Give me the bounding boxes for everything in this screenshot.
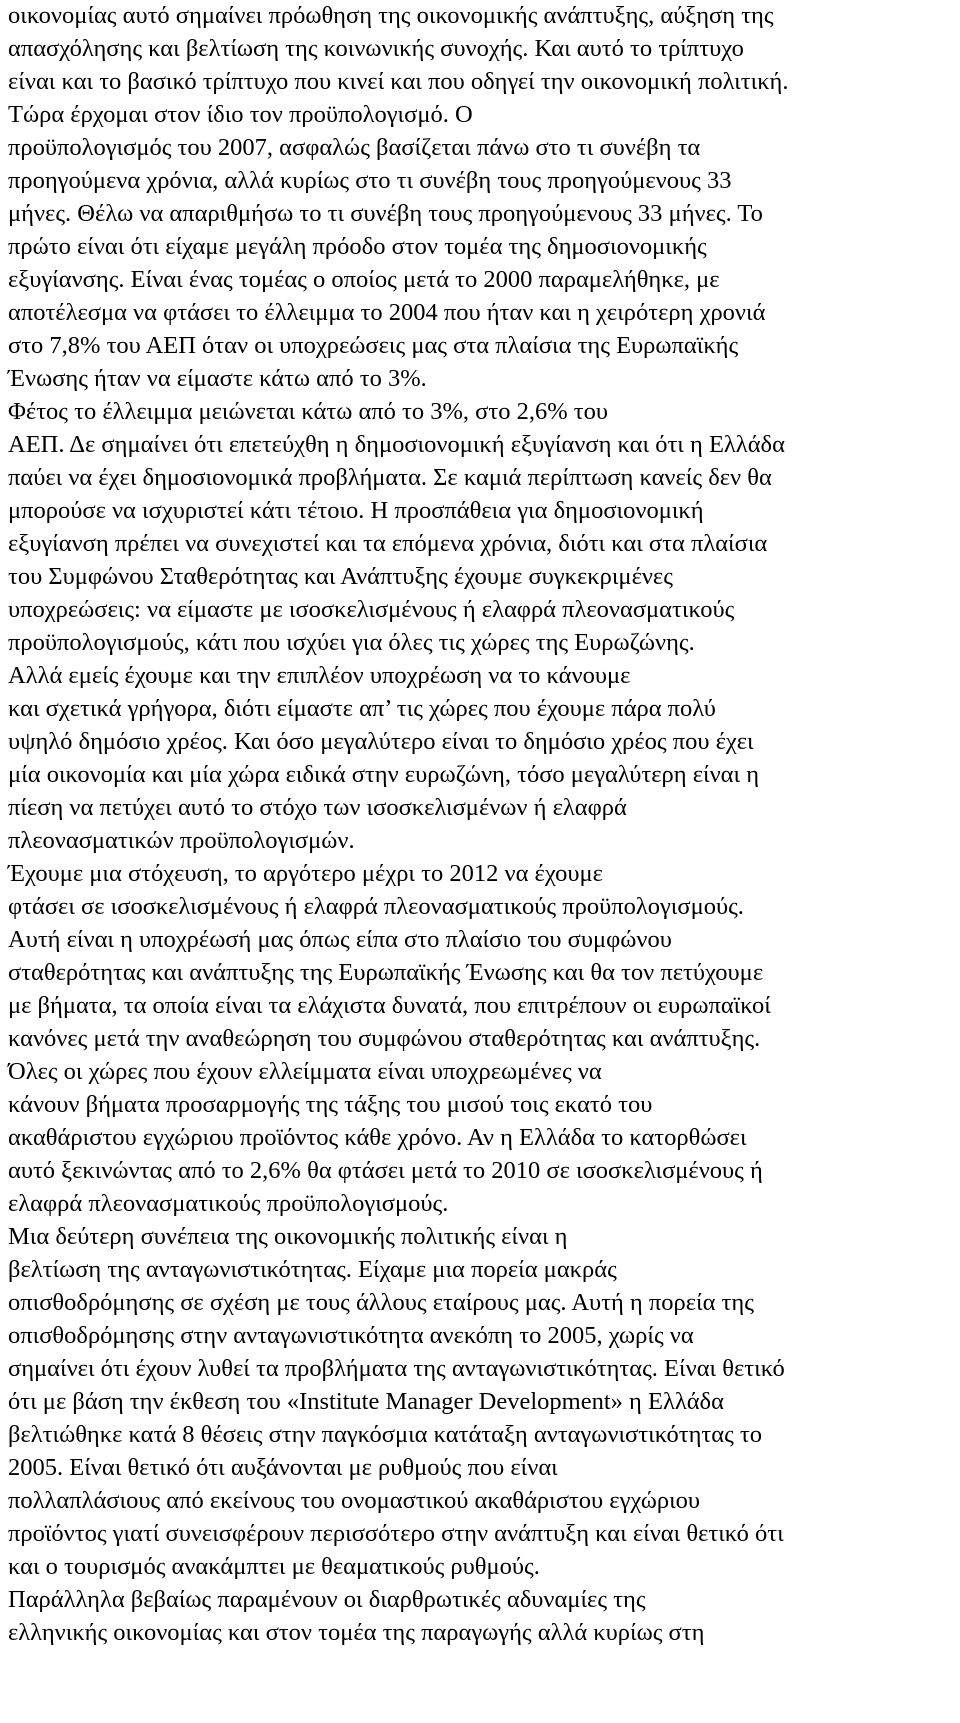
text-line-22: και σχετικά γρήγορα, διότι είμαστε απ’ τις χώρες που έχουμε πάρα πολύ (8, 695, 716, 722)
text-line-28: φτάσει σε ισοσκελισμένους ή ελαφρά πλεονασματικούς προϋπολογισμούς. (8, 893, 744, 920)
text-line-42: σημαίνει ότι έχουν λυθεί τα προβλήματα της ανταγωνιστικότητας. Είναι θετικό (8, 1355, 785, 1382)
text-line-47: προϊόντος γιατί συνεισφέρουν περισσότερο στην ανάπτυξη και είναι θετικό ότι (8, 1520, 784, 1547)
text-line-2: απασχόλησης και βελτίωση της κοινωνικής συνοχής. Και αυτό το τρίπτυχο (8, 35, 744, 62)
text-line-17: εξυγίανση πρέπει να συνεχιστεί και τα επόμενα χρόνια, διότι και στα πλαίσια (8, 530, 768, 557)
text-line-13: Φέτος το έλλειμμα μειώνεται κάτω από το 3%, στο 2,6% του (8, 398, 608, 425)
text-line-44: βελτιώθηκε κατά 8 θέσεις στην παγκόσμια κατάταξη ανταγωνιστικότητας το (8, 1421, 763, 1448)
text-line-25: πίεση να πετύχει αυτό το στόχο των ισοσκελισμένων ή ελαφρά (8, 794, 627, 821)
text-line-21: Αλλά εμείς έχουμε και την επιπλέον υποχρέωση να το κάνουμε (8, 662, 631, 689)
text-line-7: μήνες. Θέλω να απαριθμήσω το τι συνέβη τους προηγούμενους 33 μήνες. Το (8, 200, 763, 227)
text-line-11: στο 7,8% του ΑΕΠ όταν οι υποχρεώσεις μας στα πλαίσια της Ευρωπαϊκής (8, 332, 739, 359)
text-line-40: οπισθοδρόμησης σε σχέση με τους άλλους εταίρους μας. Αυτή η πορεία της (8, 1289, 754, 1316)
text-line-23: υψηλό δημόσιο χρέος. Και όσο μεγαλύτερο είναι το δημόσιο χρέος που έχει (8, 728, 754, 755)
text-line-9: εξυγίανσης. Είναι ένας τομέας ο οποίος μετά το 2000 παραμελήθηκε, με (8, 266, 720, 293)
text-line-27: Έχουμε μια στόχευση, το αργότερο μέχρι το 2012 να έχουμε (8, 860, 603, 887)
text-line-38: Μια δεύτερη συνέπεια της οικονομικής πολιτικής είναι η (8, 1223, 568, 1250)
text-line-16: μπορούσε να ισχυριστεί κάτι τέτοιο. Η προσπάθεια για δημοσιονομική (8, 497, 704, 524)
text-line-4: Τώρα έρχομαι στον ίδιο τον προϋπολογισμό. Ο (8, 101, 473, 128)
text-line-3: είναι και το βασικό τρίπτυχο που κινεί και που οδηγεί την οικονομική πολιτική. (8, 68, 789, 95)
text-line-41: οπισθοδρόμησης στην ανταγωνιστικότητα ανεκόπη το 2005, χωρίς να (8, 1322, 694, 1349)
text-line-31: με βήματα, τα οποία είναι τα ελάχιστα δυνατά, που επιτρέπουν οι ευρωπαϊκοί (8, 992, 771, 1019)
text-line-19: υποχρεώσεις: να είμαστε με ισοσκελισμένους ή ελαφρά πλεονασματικούς (8, 596, 735, 623)
text-line-50: ελληνικής οικονομίας και στον τομέα της παραγωγής αλλά κυρίως στη (8, 1619, 705, 1646)
text-line-43: ότι με βάση την έκθεση του «Institute Manager Development» η Ελλάδα (8, 1388, 724, 1415)
text-line-49: Παράλληλα βεβαίως παραμένουν οι διαρθρωτικές αδυναμίες της (8, 1586, 646, 1613)
text-line-15: παύει να έχει δημοσιονομικά προβλήματα. Σε καμιά περίπτωση κανείς δεν θα (8, 464, 772, 491)
text-line-24: μία οικονομία και μία χώρα ειδικά στην ευρωζώνη, τόσο μεγαλύτερη είναι η (8, 761, 760, 788)
text-line-8: πρώτο είναι ότι είχαμε μεγάλη πρόοδο στον τομέα της δημοσιονομικής (8, 233, 707, 260)
text-line-33: Όλες οι χώρες που έχουν ελλείμματα είναι υποχρεωμένες να (8, 1058, 602, 1085)
text-line-30: σταθερότητας και ανάπτυξης της Ευρωπαϊκής Ένωσης και θα τον πετύχουμε (8, 959, 764, 986)
text-line-48: και ο τουρισμός ανακάμπτει με θεαματικούς ρυθμούς. (8, 1553, 540, 1580)
text-line-12: Ένωσης ήταν να είμαστε κάτω από το 3%. (8, 365, 427, 392)
text-line-14: ΑΕΠ. Δε σημαίνει ότι επετεύχθη η δημοσιονομική εξυγίανση και ότι η Ελλάδα (8, 431, 785, 458)
text-line-37: ελαφρά πλεονασματικούς προϋπολογισμούς. (8, 1190, 449, 1217)
text-line-35: ακαθάριστου εγχώριου προϊόντος κάθε χρόνο. Αν η Ελλάδα το κατορθώσει (8, 1124, 747, 1151)
text-line-39: βελτίωση της ανταγωνιστικότητας. Είχαμε μια πορεία μακράς (8, 1256, 617, 1283)
text-line-29: Αυτή είναι η υποχρέωσή μας όπως είπα στο πλαίσιο του συμφώνου (8, 926, 672, 953)
text-line-32: κανόνες μετά την αναθεώρηση του συμφώνου σταθερότητας και ανάπτυξης. (8, 1025, 761, 1052)
text-line-36: αυτό ξεκινώντας από το 2,6% θα φτάσει μετά το 2010 σε ισοσκελισμένους ή (8, 1157, 763, 1184)
text-line-18: του Συμφώνου Σταθερότητας και Ανάπτυξης έχουμε συγκεκριμένες (8, 563, 673, 590)
text-line-26: πλεονασματικών προϋπολογισμών. (8, 827, 355, 854)
text-line-45: 2005. Είναι θετικό ότι αυξάνονται με ρυθμούς που είναι (8, 1454, 558, 1481)
text-line-6: προηγούμενα χρόνια, αλλά κυρίως στο τι συνέβη τους προηγούμενους 33 (8, 167, 732, 194)
text-line-5: προϋπολογισμός του 2007, ασφαλώς βασίζεται πάνω στο τι συνέβη τα (8, 134, 701, 161)
text-line-46: πολλαπλάσιους από εκείνους του ονομαστικού ακαθάριστου εγχώριου (8, 1487, 701, 1514)
text-line-1: οικονομίας αυτό σημαίνει πρόωθηση της οικονομικής ανάπτυξης, αύξηση της (8, 2, 774, 29)
text-line-20: προϋπολογισμούς, κάτι που ισχύει για όλες τις χώρες της Ευρωζώνης. (8, 629, 695, 656)
text-line-10: αποτέλεσμα να φτάσει το έλλειμμα το 2004 που ήταν και η χειρότερη χρονιά (8, 299, 766, 326)
text-line-34: κάνουν βήματα προσαρμογής της τάξης του μισού τοις εκατό του (8, 1091, 653, 1118)
